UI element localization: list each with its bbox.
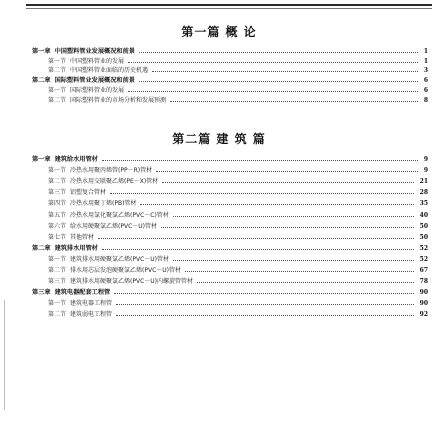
toc-entry-title: 其他管材 [70,233,95,241]
leader-dots [110,193,414,194]
toc-page-number: 6 [423,77,428,85]
toc-entry-label [48,254,169,265]
toc-page-number: 21 [419,178,428,186]
toc-page-number: 50 [419,233,428,241]
toc-section-row [0,298,438,309]
toc-entry-number: 第三章 [32,289,51,297]
toc-entry-title: 国际塑料管业的市场分析和发展预测 [70,96,167,104]
toc-entry-number: 第一节 [48,86,67,94]
toc-section-row [0,187,438,198]
toc-entry-title: 建筑电器配套工程管 [54,289,111,297]
toc-chapter-row [0,287,438,298]
toc-entry-number: 第二章 [32,77,51,85]
toc-section-row [0,232,438,243]
leader-dots [116,304,414,305]
leader-dots [152,71,418,72]
toc-entry-label [48,309,112,320]
toc-section-row [0,276,438,287]
toc-entry-title: 建筑电器工程管 [70,300,113,308]
leader-dots [197,282,414,283]
toc-entry-label [48,165,152,176]
toc-entry-number: 第二节 [48,67,67,75]
toc-entry-title: 铝塑复合管材 [70,189,107,197]
toc-section-row [0,265,438,276]
toc-page-number: 35 [419,200,428,208]
leader-dots [162,182,414,183]
toc-section-row [0,95,438,106]
toc-entry-number: 第二节 [48,311,67,319]
leader-dots [139,52,418,53]
toc-page-number: 78 [419,278,428,286]
leader-dots [170,101,418,102]
toc-entry-number: 第六节 [48,222,67,230]
toc-page-number: 40 [419,211,428,219]
toc-chapter-row [0,243,438,254]
part-title-1: 第一篇 概 论 [181,25,257,39]
toc-section-row [0,309,438,320]
toc-page-number: 67 [419,267,428,274]
toc-entry-title: 冷热水用聚丁烯(PB)管材 [70,200,137,208]
toc-page-number: 1 [423,48,428,55]
leader-dots [128,62,418,63]
toc-entry-title: 建筑排水用管材 [54,244,98,252]
toc-section-row [0,221,438,232]
toc-entry-title: 国际塑料管业的发展 [70,86,125,94]
toc-entry-number: 第二节 [48,178,67,186]
toc-entry-title: 冷热水用聚丙烯管(PP－R)管材 [70,167,153,175]
toc-entry-label [32,243,98,254]
toc-entry-title: 中国塑料管业面临的历史机遇 [70,67,149,75]
top-rule [26,4,432,6]
leader-dots [102,249,414,250]
toc-entry-number: 第一节 [48,167,67,175]
toc-entry-number: 第三节 [48,189,67,197]
toc-entry-title: 中国塑料管业的发展 [70,57,125,65]
toc-entry-title: 建筑排水用硬聚氯乙烯(PVC－U)内螺旋管管材 [70,278,194,286]
toc-page-number: 6 [423,86,428,94]
toc-entry-number: 第一节 [48,57,67,65]
toc-entry-title: 冷热水用氯化聚氯乙烯(PVC－C)管材 [70,211,169,219]
toc-entry-label [48,176,158,187]
toc-entry-number: 第二节 [48,267,67,274]
leader-dots [161,227,414,228]
toc-entry-label [48,221,157,232]
toc-page-number: 8 [423,96,428,104]
toc-entry-number: 第一章 [32,156,51,163]
leader-dots [102,160,418,161]
toc-page-number: 52 [419,255,428,263]
toc-page-number: 3 [423,67,428,75]
toc-page-number: 9 [423,156,428,163]
leader-dots [173,260,414,261]
toc-entry-number: 第五节 [48,211,67,219]
leader-dots [116,315,414,316]
toc-entry-label [48,95,166,106]
toc-entry-label [32,154,98,165]
toc-page-number: 9 [423,167,428,175]
toc-entry-label [48,187,106,198]
toc-section-row [0,176,438,187]
toc-entry-label [48,298,112,309]
toc-entry-label [48,276,193,287]
toc-section-row [0,198,438,209]
toc-entry-title: 给水用硬聚氯乙烯(PVC－U)管材 [70,222,158,230]
top-rule-thin [26,8,432,9]
toc-entry-title: 排水用芯层发泡硬聚氯乙烯(PVC－U)管材 [70,267,182,274]
toc-entry-label [48,198,136,209]
toc-entry-label [48,265,181,276]
toc-entry-number: 第二章 [32,244,51,252]
toc-chapter-row [0,154,438,165]
toc-entry-title: 中国塑料管业发展概况和前景 [54,48,135,55]
toc-entry-number: 第三节 [48,278,67,286]
toc-page-number: 28 [419,189,428,197]
toc-page-number: 1 [423,57,428,65]
toc-entry-label [48,232,94,243]
toc-page-number: 92 [419,311,428,319]
toc-entry-title: 建筑弱电工程管 [70,311,113,319]
leader-dots [98,238,414,239]
toc-entry-number: 第一章 [32,48,51,55]
part-title-2: 第二篇 建 筑 篇 [172,132,266,146]
toc-entry-label [32,287,110,298]
binding-margin-mark [4,300,11,410]
toc-section-row [0,254,438,265]
leader-dots [173,216,414,217]
leader-dots [185,271,414,272]
toc-page-number: 50 [419,222,428,230]
toc-entry-number: 第四节 [48,200,67,208]
leader-dots [128,91,418,92]
toc-entry-title: 冷热水用交联聚乙烯(PE－X)管材 [70,178,159,186]
toc-section-row [0,210,438,221]
toc-entry-number: 第二节 [48,96,67,104]
leader-dots [139,81,418,82]
toc-page-number: 90 [419,300,428,308]
leader-dots [140,204,414,205]
toc-entry-number: 第一节 [48,300,67,308]
toc-entry-label [48,210,169,221]
toc-entry-title: 国际塑料管业发展概况和前景 [54,77,135,85]
toc-entry-number: 第七节 [48,233,67,241]
toc-section-row [0,165,438,176]
toc-page-number: 90 [419,289,428,297]
toc-entry-title: 建筑排水用硬聚氯乙烯(PVC－U)管材 [70,255,170,263]
toc-entry-title: 建筑给水用管材 [54,156,98,163]
toc-page-number: 52 [419,244,428,252]
leader-dots [156,171,418,172]
toc-entry-number: 第一节 [48,255,67,263]
leader-dots [114,293,414,294]
